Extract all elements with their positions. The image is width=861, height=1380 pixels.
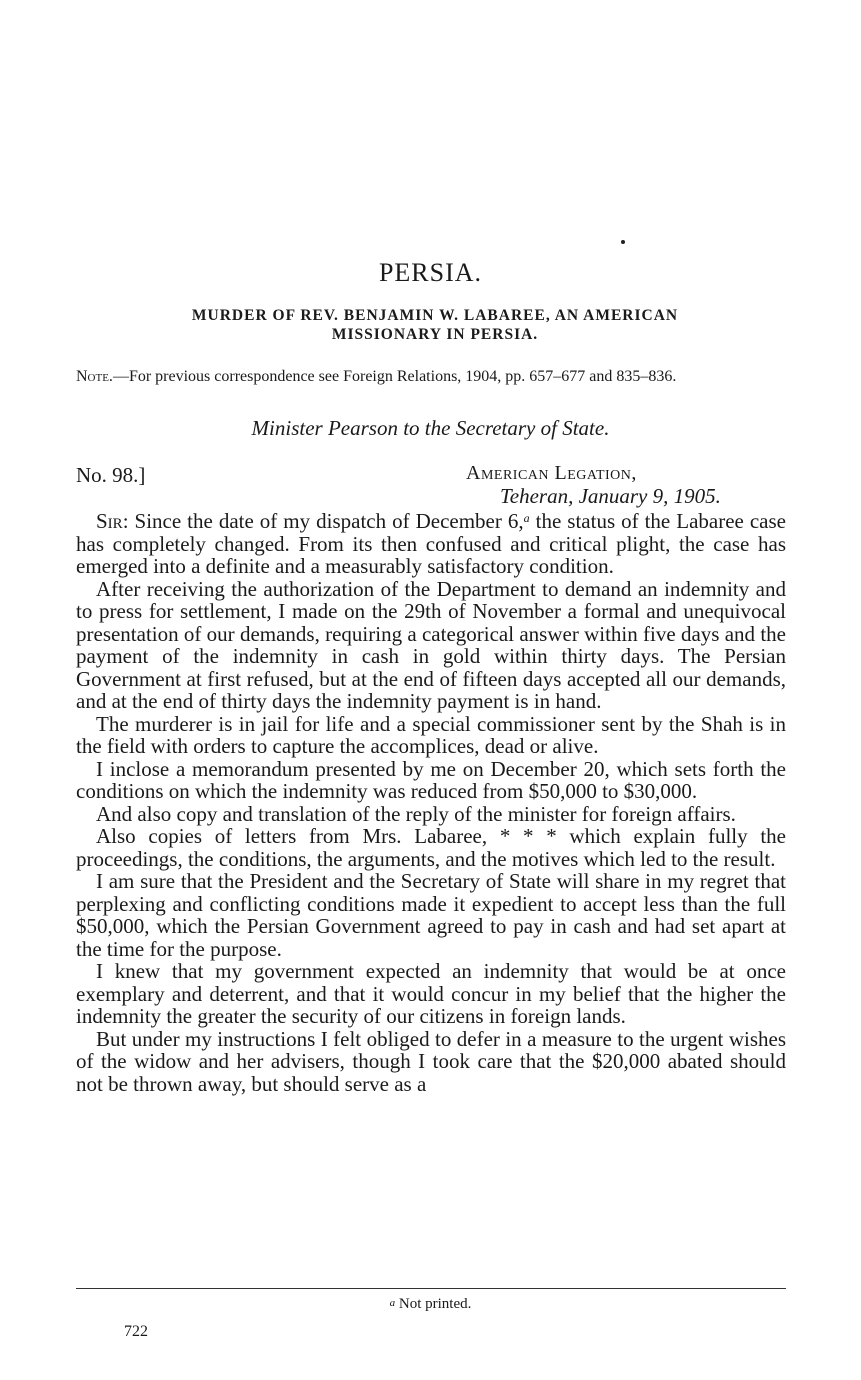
stray-mark	[621, 240, 625, 244]
footnote	[0, 1296, 861, 1313]
paragraph-1-text-b: the status of the Labaree case has completely changed. From its then confused and critical plight, the case has emerged into a definite and a measurably satisfactory condition.	[76, 509, 786, 578]
footnote-rule	[76, 1288, 786, 1289]
subheading-line-2: MISSIONARY IN PERSIA.	[331, 326, 539, 343]
paragraph-5: And also copy and translation of the reply of the minister for foreign affairs.	[96, 801, 736, 826]
footnote-reference: a	[523, 511, 530, 525]
paragraph-7: I am sure that the President and the Secretary of State will share in my regret that perplexing and conflicting conditions made it expedient to accept less than the full $50,000, which the Persian Government agreed to pay in cash and had set apart at the time for the purpose.	[76, 869, 786, 961]
paragraph-6: Also copies of letters from Mrs. Labaree, * * * which explain fully the proceedings, the conditions, the arguments, and the motives which led to the result.	[76, 824, 786, 871]
note	[76, 367, 786, 386]
letter-body	[76, 510, 786, 1095]
footnote-text: Not printed.	[395, 1296, 472, 1312]
salutation: Sir	[96, 509, 123, 533]
paragraph-1-text-a: : Since the date of my dispatch of December 6,	[122, 509, 524, 533]
paragraph-4: I inclose a memorandum presented by me on December 20, which sets forth the conditions on which the indemnity was reduced from $50,000 to $30,000.	[76, 756, 786, 803]
document-number: No. 98.]	[76, 463, 146, 487]
paragraph-2: After receiving the authorization of the Department to demand an indemnity and to press for settlement, I made on the 29th of November a formal and unequivocal presentation of our demands, requiring a categorical answer within five days and the payment of the indemnity in cash in gold within thirty days. The Persian Government at first refused, but at the end of fifteen days accepted all our demands, and at the end of thirty days the indemnity payment is in hand.	[76, 576, 786, 713]
subheading-line-1: MURDER OF REV. BENJAMIN W. LABAREE, AN AMERICAN	[191, 307, 679, 324]
note-text: —For previous correspondence see Foreign Relations, 1904, pp. 657–677 and 835–836.	[112, 368, 677, 385]
subheading	[90, 306, 780, 344]
page-number: 722	[124, 1323, 148, 1340]
paragraph-3: The murderer is in jail for life and a special commissioner sent by the Shah is in the field with orders to capture the accomplices, dead or alive.	[76, 711, 786, 758]
dateline: Teheran, January 9, 1905.	[500, 484, 721, 508]
paragraph-8: I knew that my government expected an indemnity that would be at once exemplary and deterrent, and that it would concur in my belief that the higher the indemnity the greater the security of our citizens in foreign lands.	[76, 959, 786, 1028]
letter-headline: Minister Pearson to the Secretary of State.	[251, 416, 610, 440]
paragraph-9: But under my instructions I felt obliged to defer in a measure to the urgent wishes of the widow and her advisers, though I took care that the $20,000 abated should not be thrown away, but should serve as a	[76, 1026, 786, 1096]
legation: American Legation,	[466, 462, 637, 484]
page-title: PERSIA.	[378, 258, 483, 287]
footnote-mark: a	[389, 1297, 396, 1309]
paragraph-1	[76, 510, 786, 578]
note-label: Note.	[76, 368, 113, 385]
